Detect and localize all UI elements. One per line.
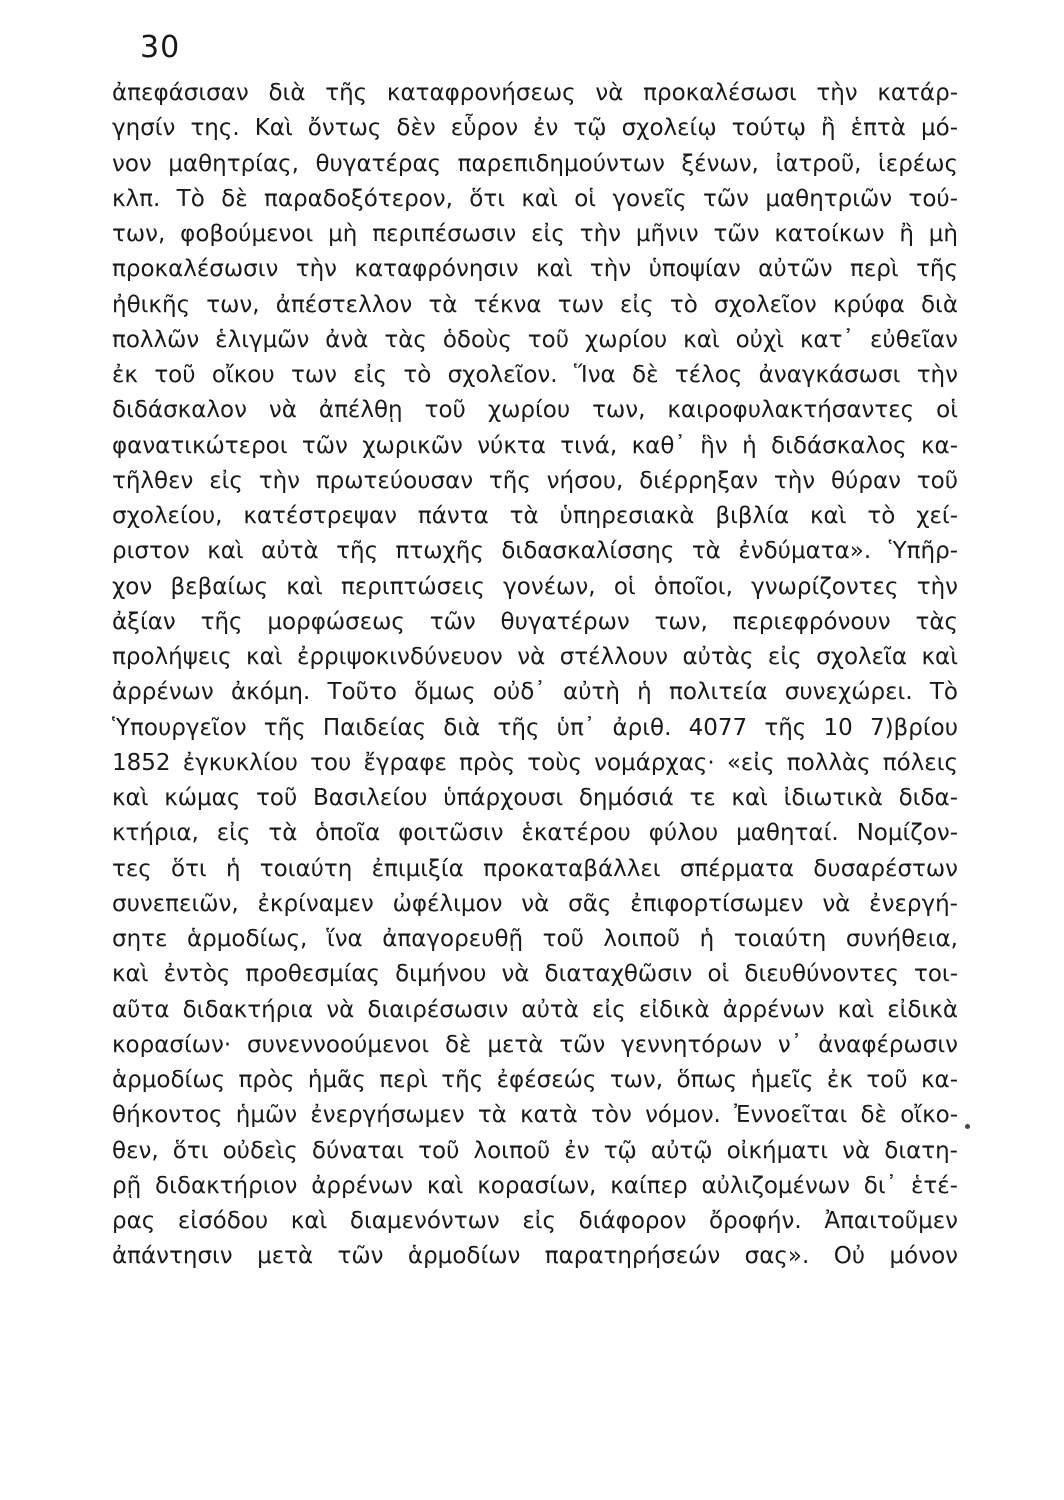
text-line: καὶ κώμας τοῦ Βασιλείου ὑπάρχουσι δημόσιά τε καὶ ἰδιωτικὰ διδα- — [112, 785, 958, 811]
text-line: γησίν της. Καὶ ὄντως δὲν εὗρον ἐν τῷ σχολείῳ τούτῳ ἢ ἑπτὰ μό- — [112, 115, 958, 142]
text-line: διδάσκαλον νὰ ἀπέλθῃ τοῦ χωρίου των, καιροφυλακτήσαντες οἱ — [112, 397, 958, 424]
text-line: σητε ἁρμοδίως, ἵνα ἀπαγορευθῇ τοῦ λοιποῦ ἡ τοιαύτη συνήθεια, — [112, 926, 958, 952]
text-line: σχολείου, κατέστρεψαν πάντα τὰ ὑπηρεσιακὰ βιβλία καὶ τὸ χεί- — [112, 503, 958, 529]
text-line: ἁρμοδίως πρὸς ἡμᾶς περὶ τῆς ἐφέσεώς των, ὅπως ἡμεῖς ἐκ τοῦ κα- — [112, 1067, 958, 1093]
text-line: των, φοβούμενοι μὴ περιπέσωσιν εἰς τὴν μῆνιν τῶν κατοίκων ἢ μὴ — [112, 221, 958, 247]
text-line: προλήψεις καὶ ἐρριψοκινδύνευον νὰ στέλλουν αὐτὰς εἰς σχολεῖα καὶ — [112, 644, 958, 670]
text-line: συνεπειῶν, ἐκρίναμεν ὠφέλιμον νὰ σᾶς ἐπιφορτίσωμεν νὰ ἐνεργή- — [112, 890, 958, 917]
text-line: πολλῶν ἑλιγμῶν ἀνὰ τὰς ὁδοὺς τοῦ χωρίου καὶ οὐχὶ κατ᾽ εὐθεῖαν — [112, 326, 958, 353]
margin-dot — [965, 1124, 970, 1129]
text-line: καὶ ἐντὸς προθεσμίας διμήνου νὰ διαταχθῶσιν οἱ διευθύνοντες τοι- — [112, 961, 958, 988]
text-line: νον μαθητρίας, θυγατέρας παρεπιδημούντων ξένων, ἰατροῦ, ἱερέως — [112, 150, 958, 177]
text-line: θήκοντος ἡμῶν ἐνεργήσωμεν τὰ κατὰ τὸν νόμον. Ἐννοεῖται δὲ οἴκο- — [112, 1102, 958, 1129]
text-line: ἀπεφάσισαν διὰ τῆς καταφρονήσεως νὰ προκαλέσωσι τὴν κατάρ- — [112, 80, 958, 106]
text-line: ἀπάντησιν μετὰ τῶν ἁρμοδίων παρατηρήσεών σας». Οὐ μόνον — [112, 1243, 958, 1270]
text-line: κλπ. Τὸ δὲ παραδοξότερον, ὅτι καὶ οἱ γονεῖς τῶν μαθητριῶν τού- — [112, 185, 958, 212]
text-line: κτήρια, εἰς τὰ ὁποῖα φοιτῶσιν ἑκατέρου φύλου μαθηταί. Νομίζον- — [112, 820, 958, 847]
text-line: ἀρρένων ἀκόμη. Τοῦτο ὅμως οὐδ᾽ αὐτὴ ἡ πολιτεία συνεχώρει. Τὸ — [112, 679, 958, 706]
text-line: ἐκ τοῦ οἴκου των εἰς τὸ σχολεῖον. Ἵνα δὲ τέλος ἀναγκάσωσι τὴν — [112, 362, 958, 388]
text-line: ρας εἰσόδου καὶ διαμενόντων εἰς διάφορον ὄροφήν. Ἀπαιτοῦμεν — [112, 1208, 958, 1234]
text-line: ἠθικῆς των, ἀπέστελλον τὰ τέκνα των εἰς τὸ σχολεῖον κρύφα διὰ — [112, 291, 958, 318]
text-line: κορασίων· συνεννοούμενοι δὲ μετὰ τῶν γεννητόρων ν᾽ ἀναφέρωσιν — [112, 1031, 958, 1058]
text-line: ριστον καὶ αὐτὰ τῆς πτωχῆς διδασκαλίσσης τὰ ἐνδύματα». Ὑπῆρ- — [112, 538, 958, 565]
body-text — [112, 76, 958, 1275]
text-line: τῆλθεν εἰς τὴν πρωτεύουσαν τῆς νήσου, διέρρηξαν τὴν θύραν τοῦ — [112, 467, 958, 494]
text-line: φανατικώτεροι τῶν χωρικῶν νύκτα τινά, καθ᾽ ἣν ἡ διδάσκαλος κα- — [112, 432, 958, 459]
text-line: τες ὅτι ἡ τοιαύτη ἐπιμιξία προκαταβάλλει σπέρματα δυσαρέστων — [112, 855, 958, 882]
text-line: ἀξίαν τῆς μορφώσεως τῶν θυγατέρων των, περιεφρόνουν τὰς — [112, 608, 958, 635]
text-line: θεν, ὅτι οὐδεὶς δύναται τοῦ λοιποῦ ἐν τῷ αὐτῷ οἰκήματι νὰ διατη- — [112, 1137, 958, 1164]
text-line: ρῇ διδακτήριον ἀρρένων καὶ κορασίων, καίπερ αὐλιζομένων δι᾽ ἑτέ- — [112, 1172, 958, 1199]
page-number: 30 — [140, 30, 181, 65]
text-line: προκαλέσωσιν τὴν καταφρόνησιν καὶ τὴν ὑποψίαν αὐτῶν περὶ τῆς — [112, 256, 958, 283]
text-line: αῦτα διδακτήρια νὰ διαιρέσωσιν αὐτὰ εἰς εἰδικὰ ἀρρένων καὶ εἰδικὰ — [112, 996, 958, 1023]
text-line: χον βεβαίως καὶ περιπτώσεις γονέων, οἱ ὁποῖοι, γνωρίζοντες τὴν — [112, 573, 958, 600]
text-line: 1852 ἐγκυκλίου του ἔγραφε πρὸς τοὺς νομάρχας· «εἰς πολλὰς πόλεις — [112, 749, 958, 776]
text-line: Ὑπουργεῖον τῆς Παιδείας διὰ τῆς ὑπ᾽ ἀριθ. 4077 τῆς 10 7)βρίου — [112, 714, 958, 741]
